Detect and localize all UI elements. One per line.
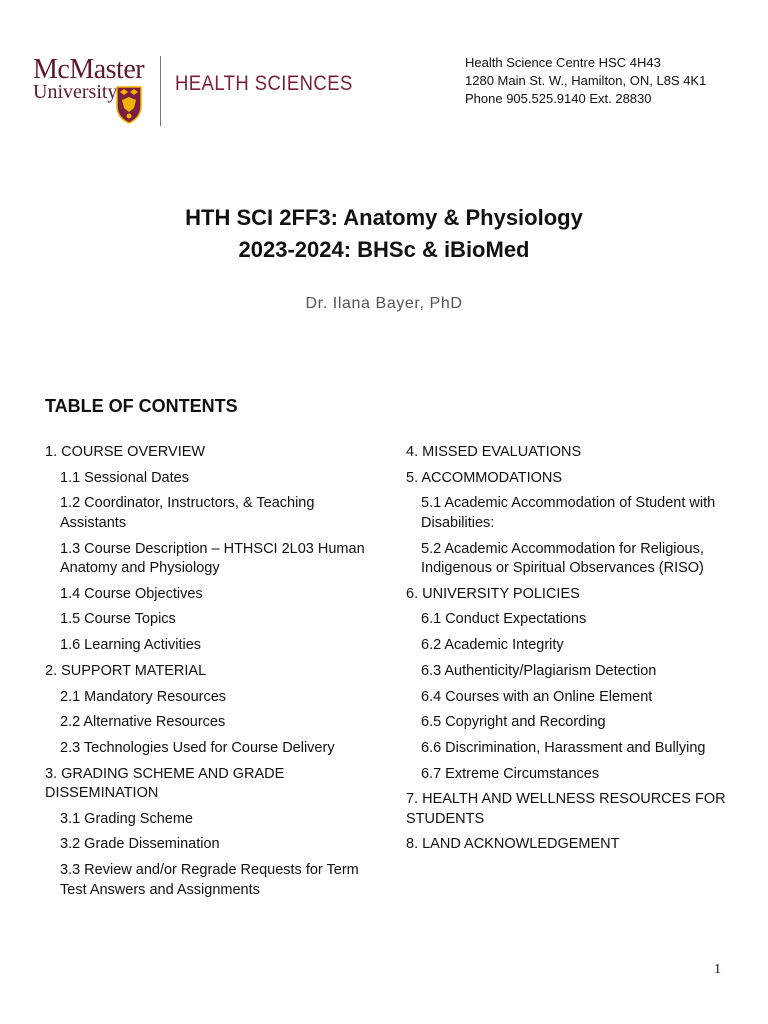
toc-section-link[interactable]: 4. MISSED EVALUATIONS [406,444,582,460]
toc-subsection-link[interactable]: 1.6 Learning Activities [60,637,202,654]
toc-subsection-link[interactable]: 2.2 Alternative Resources [60,714,226,731]
toc-subsection-link[interactable]: 6.7 Extreme Circumstances [421,765,600,782]
toc-section-link[interactable]: 3. GRADING SCHEME AND GRADE DISSEMINATION [45,765,285,802]
toc-right-column [406,443,736,861]
address-block [465,54,706,108]
toc-subsection-link[interactable]: 5.2 Academic Accommodation for Religious, Indigenous or Spiritual Observances (RISO) [421,540,704,577]
toc-subsection-link[interactable]: 6.4 Courses with an Online Element [421,688,653,705]
phone-line: Phone 905.525.9140 Ext. 28830 [465,91,652,106]
toc-subsection-link[interactable]: 2.1 Mandatory Resources [60,688,227,705]
title-block [0,202,768,313]
course-subtitle: 2023-2024: BHSc & iBioMed [238,237,530,262]
toc-subsection-link[interactable]: 6.6 Discrimination, Harassment and Bullying [421,739,706,756]
mcmaster-health-sciences-logo [33,56,363,126]
toc-left-column [45,443,365,906]
toc-subsection-link[interactable]: 1.4 Course Objectives [60,585,203,602]
toc-section-link[interactable]: 2. SUPPORT MATERIAL [45,662,207,679]
toc-subsection-link[interactable]: 1.3 Course Description – HTHSCI 2L03 Human Anatomy and Physiology [60,540,365,577]
page-number: 1 [714,962,721,977]
logo-mcmaster-text: McMaster [33,54,145,85]
toc-section-link[interactable]: 1. COURSE OVERVIEW [45,444,206,460]
toc-subsection-link[interactable]: 3.1 Grading Scheme [60,810,193,827]
toc-section-link[interactable]: 6. UNIVERSITY POLICIES [406,585,580,602]
toc-heading: TABLE OF CONTENTS [45,396,238,416]
toc-subsection-link[interactable]: 3.3 Review and/or Regrade Requests for Term Test Answers and Assignments [60,862,359,898]
toc-subsection-link[interactable]: 1.1 Sessional Dates [60,469,189,486]
toc-subsection-link[interactable]: 6.2 Academic Integrity [421,637,564,654]
toc-subsection-link[interactable]: 6.1 Conduct Expectations [421,611,587,628]
toc-section-link[interactable]: 8. LAND ACKNOWLEDGEMENT [406,836,620,853]
mcmaster-crest-icon [116,86,142,124]
toc-subsection-link[interactable]: 1.5 Course Topics [60,611,176,628]
course-title: HTH SCI 2FF3: Anatomy & Physiology [185,205,583,230]
toc-subsection-link[interactable]: 1.2 Coordinator, Instructors, & Teaching Assistants [60,495,315,531]
toc-subsection-link[interactable]: 5.1 Academic Accommodation of Student with Disabilities: [421,495,716,531]
logo-health-sciences-text: HEALTH SCIENCES [175,72,353,95]
toc-section-link[interactable]: 5. ACCOMMODATIONS [406,469,563,486]
address-line: Health Science Centre HSC 4H43 [465,55,661,70]
toc-section-link[interactable]: 7. HEALTH AND WELLNESS RESOURCES FOR STUDENTS [406,791,726,827]
toc-subsection-link[interactable]: 3.2 Grade Dissemination [60,836,220,853]
logo-divider [160,56,161,126]
author-name: Dr. Ilana Bayer, PhD [305,295,463,312]
logo-university-text: University [33,81,118,103]
toc-subsection-link[interactable]: 6.3 Authenticity/Plagiarism Detection [421,662,657,679]
address-line: 1280 Main St. W., Hamilton, ON, L8S 4K1 [465,73,707,88]
toc-subsection-link[interactable]: 6.5 Copyright and Recording [421,714,606,731]
toc-subsection-link[interactable]: 2.3 Technologies Used for Course Delivery [60,739,335,756]
